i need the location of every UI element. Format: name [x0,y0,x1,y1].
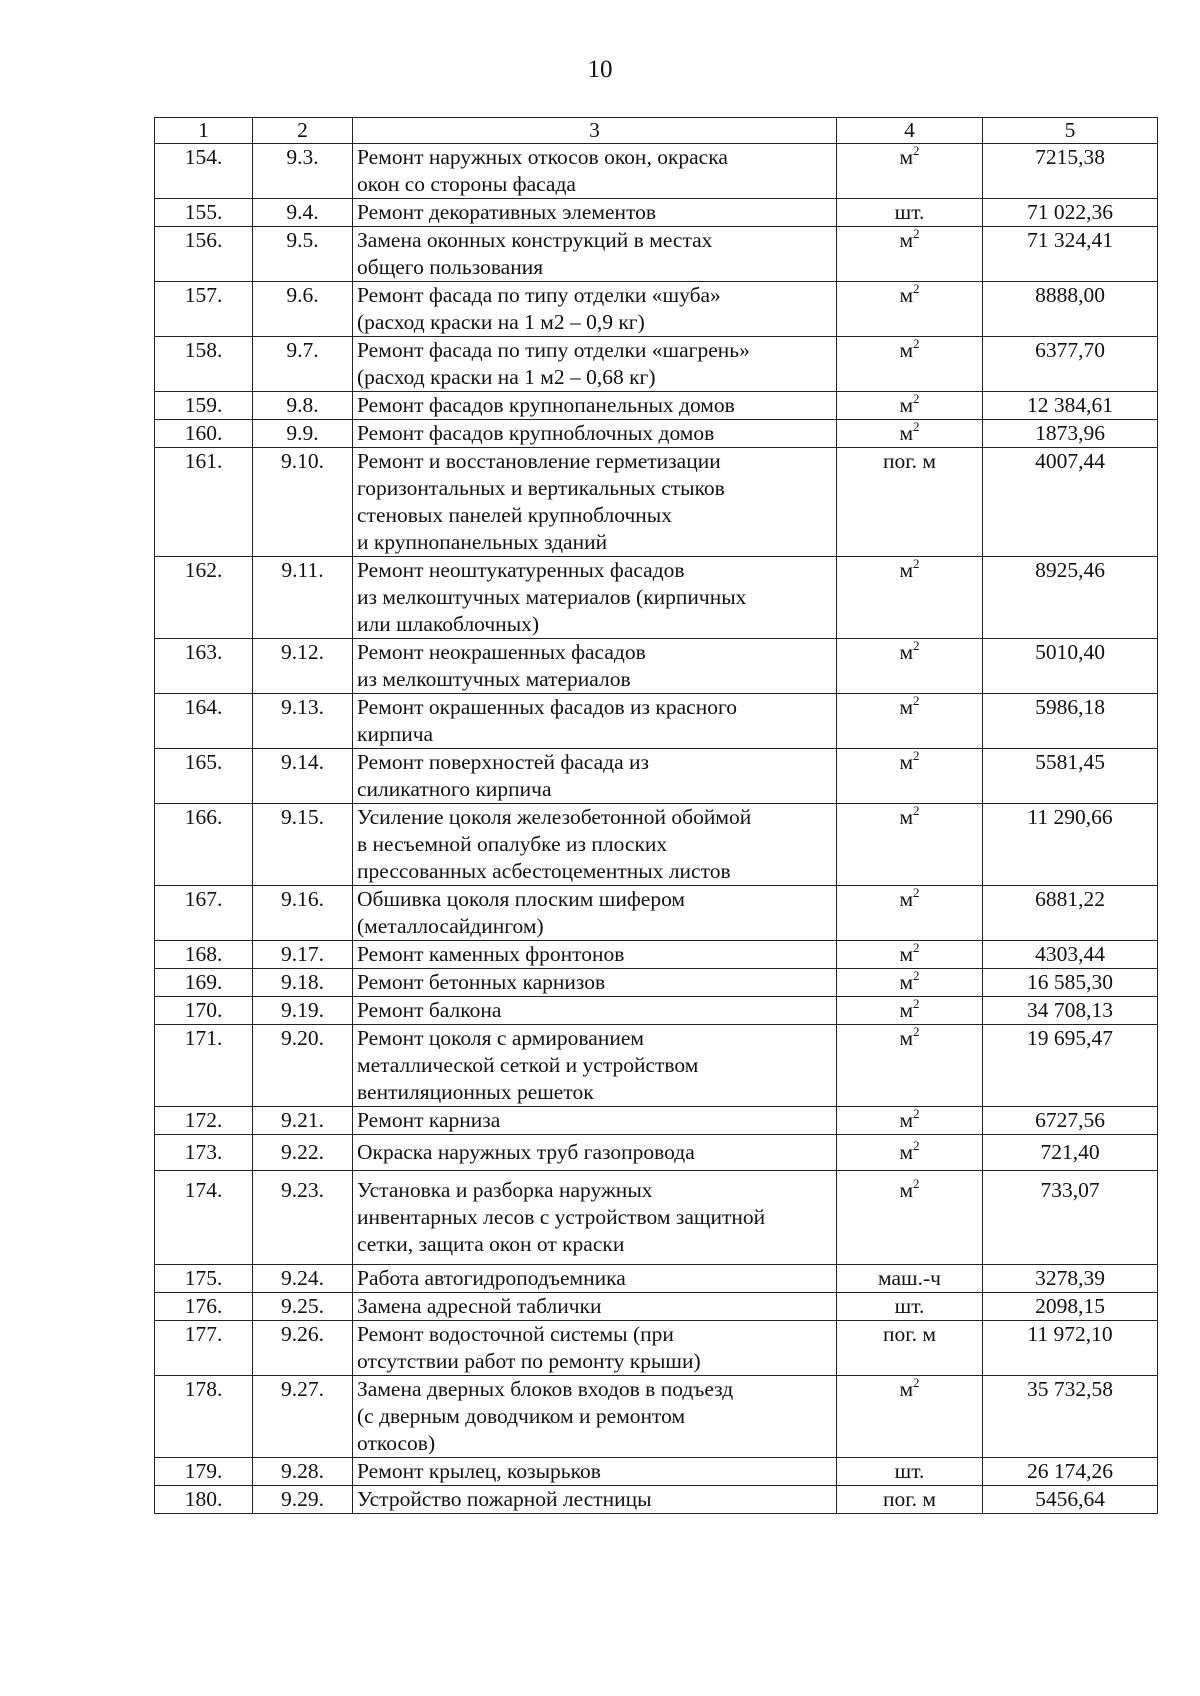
work-name [353,1458,837,1486]
row-number: 164. [155,694,253,749]
table-row [155,1293,1158,1321]
unit-label: м [899,1178,914,1202]
row-number: 178. [155,1376,253,1458]
table-row [155,886,1158,941]
work-name [353,694,837,749]
price-value: 6881,22 [983,886,1158,941]
unit [837,1025,983,1107]
work-name-line: Ремонт декоративных элементов [357,200,657,224]
work-name-line: Обшивка цоколя плоским шифером [357,887,686,911]
unit-label: м [899,1377,914,1401]
work-name-line: вентиляционных решеток [357,1080,594,1104]
table-row [155,144,1158,199]
unit-label: шт. [894,200,925,224]
item-code: 9.20. [253,1025,353,1107]
price-value: 16 585,30 [983,969,1158,997]
work-name [353,448,837,557]
item-code: 9.8. [253,392,353,420]
unit-superscript: 2 [913,996,920,1011]
price-value: 5456,64 [983,1486,1158,1514]
row-number: 159. [155,392,253,420]
work-name-line: прессованных асбестоцементных листов [357,859,731,883]
work-name-line: Замена дверных блоков входов в подъезд [357,1377,734,1401]
table-row [155,1107,1158,1135]
row-number: 175. [155,1265,253,1293]
item-code: 9.29. [253,1486,353,1514]
header-row [155,118,1158,144]
table-row [155,969,1158,997]
item-code: 9.3. [253,144,353,199]
unit-superscript: 2 [913,226,920,241]
work-name-line: горизонтальных и вертикальных стыков [357,476,725,500]
work-name-line: Замена оконных конструкций в местах [357,228,713,252]
row-number: 174. [155,1171,253,1265]
page-number: 10 [587,56,613,83]
unit-label: м [899,228,914,252]
work-name [353,392,837,420]
price-value: 5986,18 [983,694,1158,749]
table-row [155,199,1158,227]
unit-label: м [899,640,914,664]
table-row [155,1458,1158,1486]
table-row [155,282,1158,337]
work-name-line: Ремонт каменных фронтонов [357,942,625,966]
work-name [353,282,837,337]
price-value: 6377,70 [983,337,1158,392]
unit-superscript: 2 [913,885,920,900]
unit-superscript: 2 [913,940,920,955]
table-row [155,1135,1158,1171]
price-value: 4007,44 [983,448,1158,557]
item-code: 9.11. [253,557,353,639]
item-code: 9.25. [253,1293,353,1321]
work-name [353,1265,837,1293]
work-name [353,1025,837,1107]
unit-superscript: 2 [913,968,920,983]
table-row [155,420,1158,448]
work-name-line: Ремонт бетонных карнизов [357,970,606,994]
work-name-line: Работа автогидроподъемника [357,1266,626,1290]
item-code: 9.28. [253,1458,353,1486]
row-number: 160. [155,420,253,448]
row-number: 162. [155,557,253,639]
work-name-line: Ремонт карниза [357,1108,501,1132]
price-value: 8888,00 [983,282,1158,337]
row-number: 165. [155,749,253,804]
unit [837,886,983,941]
work-name [353,199,837,227]
work-name [353,886,837,941]
row-number: 163. [155,639,253,694]
work-name [353,1171,837,1265]
work-name [353,804,837,886]
item-code: 9.4. [253,199,353,227]
unit-superscript: 2 [913,281,920,296]
row-number: 172. [155,1107,253,1135]
work-name [353,420,837,448]
unit [837,1107,983,1135]
price-value: 34 708,13 [983,997,1158,1025]
work-name-line: кирпича [357,722,434,746]
table-row [155,337,1158,392]
unit-label: м [899,421,914,445]
price-value: 5010,40 [983,639,1158,694]
row-number: 155. [155,199,253,227]
work-name-line: силикатного кирпича [357,777,552,801]
table-row [155,804,1158,886]
row-number: 154. [155,144,253,199]
table-row [155,392,1158,420]
price-value: 71 022,36 [983,199,1158,227]
unit-label: м [899,887,914,911]
works-table [154,117,1158,1514]
unit [837,1171,983,1265]
unit-label: м [899,805,914,829]
unit-label: м [899,750,914,774]
price-value: 2098,15 [983,1293,1158,1321]
work-name-line: (с дверным доводчиком и ремонтом [357,1404,686,1428]
unit [837,639,983,694]
unit-label: пог. м [882,449,936,473]
work-name [353,144,837,199]
unit-label: м [899,283,914,307]
work-name-line: Ремонт поверхностей фасада из [357,750,650,774]
work-name [353,1293,837,1321]
work-name [353,997,837,1025]
row-number: 166. [155,804,253,886]
work-name-line: Замена адресной таблички [357,1294,602,1318]
unit-label: шт. [894,1294,925,1318]
row-number: 171. [155,1025,253,1107]
unit [837,282,983,337]
unit-superscript: 2 [913,638,920,653]
unit-label: м [899,942,914,966]
work-name-line: общего пользования [357,255,544,279]
work-name-line: Ремонт фасада по типу отделки «шуба» [357,283,721,307]
work-name [353,749,837,804]
work-name-line: Ремонт фасадов крупноблочных домов [357,421,715,445]
work-name [353,1486,837,1514]
unit [837,749,983,804]
price-value: 35 732,58 [983,1376,1158,1458]
work-name-line: или шлакоблочных) [357,612,540,636]
table-row [155,749,1158,804]
unit-label: м [899,393,914,417]
price-value: 1873,96 [983,420,1158,448]
work-name-line: (расход краски на 1 м2 – 0,9 кг) [357,310,645,334]
item-code: 9.19. [253,997,353,1025]
item-code: 9.5. [253,227,353,282]
unit [837,144,983,199]
work-name-line: Ремонт наружных откосов окон, окраска [357,145,728,169]
unit-label: м [899,1140,914,1164]
work-name [353,557,837,639]
price-value: 721,40 [983,1135,1158,1171]
unit-superscript: 2 [913,391,920,406]
unit [837,1135,983,1171]
item-code: 9.15. [253,804,353,886]
price-value: 19 695,47 [983,1025,1158,1107]
item-code: 9.17. [253,941,353,969]
table-row [155,1486,1158,1514]
item-code: 9.13. [253,694,353,749]
header-col-5: 5 [983,118,1158,144]
work-name-line: сетки, защита окон от краски [357,1232,625,1256]
item-code: 9.6. [253,282,353,337]
unit-label: маш.-ч [878,1266,941,1290]
work-name-line: из мелкоштучных материалов (кирпичных [357,585,747,609]
table-row [155,227,1158,282]
unit-label: м [899,970,914,994]
price-value: 11 972,10 [983,1321,1158,1376]
row-number: 157. [155,282,253,337]
unit [837,1321,983,1376]
unit [837,1486,983,1514]
work-name-line: Ремонт фасада по типу отделки «шагрень» [357,338,750,362]
work-name [353,1135,837,1171]
work-name-line: Усиление цоколя железобетонной обоймой [357,805,752,829]
unit [837,694,983,749]
table-row [155,1025,1158,1107]
unit-label: м [899,1026,914,1050]
work-name-line: Установка и разборка наружных [357,1178,653,1202]
work-name-line: окон со стороны фасада [357,172,576,196]
unit [837,557,983,639]
unit [837,804,983,886]
item-code: 9.16. [253,886,353,941]
unit [837,1376,983,1458]
unit [837,1293,983,1321]
work-name [353,1376,837,1458]
table-row [155,1171,1158,1265]
unit-superscript: 2 [913,803,920,818]
work-name-line: откосов) [357,1431,436,1455]
price-value: 26 174,26 [983,1458,1158,1486]
table-row [155,557,1158,639]
unit [837,199,983,227]
row-number: 173. [155,1135,253,1171]
work-name-line: Ремонт крылец, козырьков [357,1459,601,1483]
unit [837,392,983,420]
row-number: 176. [155,1293,253,1321]
item-code: 9.12. [253,639,353,694]
work-name-line: Устройство пожарной лестницы [357,1487,652,1511]
work-name [353,941,837,969]
table-row [155,639,1158,694]
row-number: 177. [155,1321,253,1376]
work-name-line: Ремонт неоштукатуренных фасадов [357,558,685,582]
work-name-line: в несъемной опалубке из плоских [357,832,668,856]
unit [837,1458,983,1486]
price-value: 733,07 [983,1171,1158,1265]
table-row [155,941,1158,969]
price-value: 4303,44 [983,941,1158,969]
work-name-line: (расход краски на 1 м2 – 0,68 кг) [357,365,656,389]
work-name-line: отсутствии работ по ремонту крыши) [357,1349,701,1373]
unit-label: м [899,558,914,582]
header-col-1: 1 [155,118,253,144]
work-name-line: из мелкоштучных материалов [357,667,631,691]
price-value: 3278,39 [983,1265,1158,1293]
header-col-4: 4 [837,118,983,144]
price-value: 7215,38 [983,144,1158,199]
item-code: 9.14. [253,749,353,804]
unit-superscript: 2 [913,336,920,351]
work-name-line: Ремонт цоколя с армированием [357,1026,644,1050]
unit [837,448,983,557]
row-number: 169. [155,969,253,997]
unit [837,997,983,1025]
item-code: 9.21. [253,1107,353,1135]
work-name [353,969,837,997]
work-name [353,227,837,282]
price-value: 6727,56 [983,1107,1158,1135]
unit-label: м [899,1108,914,1132]
work-name [353,1321,837,1376]
unit-superscript: 2 [913,1138,920,1153]
work-name-line: инвентарных лесов с устройством защитной [357,1205,766,1229]
row-number: 167. [155,886,253,941]
item-code: 9.22. [253,1135,353,1171]
table-row [155,694,1158,749]
table-row [155,1321,1158,1376]
unit [837,420,983,448]
item-code: 9.7. [253,337,353,392]
unit-superscript: 2 [913,1106,920,1121]
item-code: 9.24. [253,1265,353,1293]
table-row [155,1265,1158,1293]
row-number: 180. [155,1486,253,1514]
unit-superscript: 2 [913,693,920,708]
work-name-line: металлической сеткой и устройством [357,1053,699,1077]
unit [837,337,983,392]
work-name-line: (металлосайдингом) [357,914,544,938]
work-name-line: Ремонт окрашенных фасадов из красного [357,695,737,719]
price-value: 5581,45 [983,749,1158,804]
row-number: 170. [155,997,253,1025]
work-name-line: Ремонт водосточной системы (при [357,1322,674,1346]
work-name-line: Ремонт и восстановление герметизации [357,449,721,473]
unit-label: м [899,145,914,169]
item-code: 9.26. [253,1321,353,1376]
row-number: 161. [155,448,253,557]
work-name [353,1107,837,1135]
unit-label: м [899,998,914,1022]
price-value: 12 384,61 [983,392,1158,420]
unit-superscript: 2 [913,1024,920,1039]
unit-superscript: 2 [913,1375,920,1390]
unit [837,969,983,997]
row-number: 168. [155,941,253,969]
row-number: 158. [155,337,253,392]
work-name [353,639,837,694]
work-name-line: Ремонт фасадов крупнопанельных домов [357,393,735,417]
header-col-2: 2 [253,118,353,144]
item-code: 9.27. [253,1376,353,1458]
table-row [155,997,1158,1025]
unit-label: м [899,338,914,362]
item-code: 9.9. [253,420,353,448]
header-col-3: 3 [353,118,837,144]
unit [837,1265,983,1293]
table-row [155,1376,1158,1458]
unit-label: м [899,695,914,719]
item-code: 9.23. [253,1171,353,1265]
unit-superscript: 2 [913,419,920,434]
work-name-line: и крупнопанельных зданий [357,530,608,554]
row-number: 156. [155,227,253,282]
item-code: 9.10. [253,448,353,557]
unit-superscript: 2 [913,143,920,158]
work-name-line: Ремонт балкона [357,998,502,1022]
row-number: 179. [155,1458,253,1486]
unit-label: шт. [894,1459,925,1483]
price-value: 71 324,41 [983,227,1158,282]
unit [837,227,983,282]
unit-superscript: 2 [913,1176,920,1191]
unit-superscript: 2 [913,556,920,571]
work-name-line: Ремонт неокрашенных фасадов [357,640,646,664]
works-table-body [155,118,1158,1514]
work-name-line: Окраска наружных труб газопровода [357,1140,695,1164]
unit-label: пог. м [882,1322,936,1346]
price-value: 11 290,66 [983,804,1158,886]
table-row [155,448,1158,557]
work-name-line: стеновых панелей крупноблочных [357,503,672,527]
work-name [353,337,837,392]
item-code: 9.18. [253,969,353,997]
unit-label: пог. м [882,1487,936,1511]
unit [837,941,983,969]
price-value: 8925,46 [983,557,1158,639]
unit-superscript: 2 [913,748,920,763]
